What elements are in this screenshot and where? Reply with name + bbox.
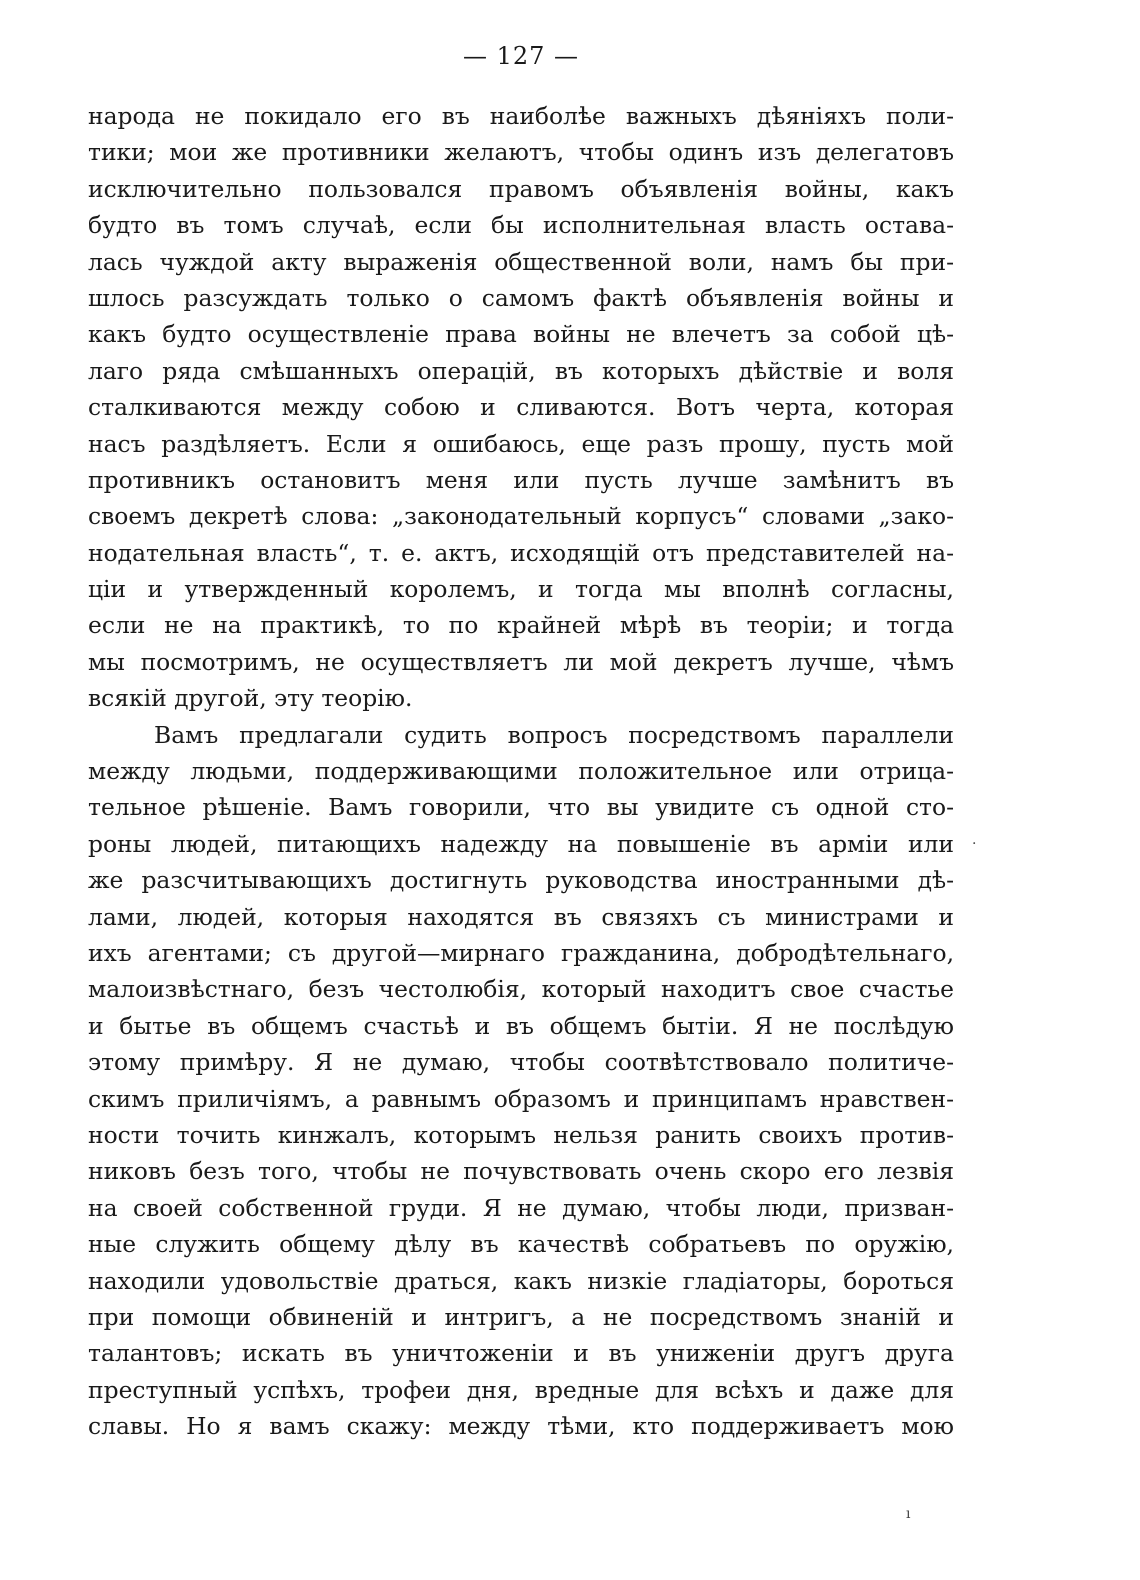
text-line: тельное рѣшеніе. Вамъ говорили, что вы увидите съ одной сто- (88, 793, 954, 822)
text-line: лами, людей, которыя находятся въ связяхъ съ министрами и (88, 902, 954, 931)
text-line: на своей собственной груди. Я не думаю, чтобы люди, призван- (88, 1193, 954, 1222)
text-line: ности точить кинжалъ, которымъ нельзя ранить своихъ против- (88, 1120, 954, 1149)
text-line: какъ будто осуществленіе права войны не влечетъ за собой цѣ- (88, 320, 954, 349)
text-line: между людьми, поддерживающими положительное или отрица- (88, 757, 954, 786)
text-line: Вамъ предлагали судить вопросъ посредствомъ параллели (154, 720, 954, 749)
text-line: никовъ безъ того, чтобы не почувствовать очень скоро его лезвія (88, 1157, 954, 1186)
text-line: будто въ томъ случаѣ, если бы исполнительная власть остава- (88, 211, 954, 240)
page-number: — 127 — (462, 42, 580, 70)
paragraph-2 (88, 717, 954, 1445)
text-line: насъ раздѣляетъ. Если я ошибаюсь, еще разъ прошу, пусть мой (88, 429, 954, 458)
text-line: ихъ агентами; съ другой—мирнаго гражданина, добродѣтельнаго, (88, 938, 954, 967)
text-line: ціи и утвержденный королемъ, и тогда мы вполнѣ согласны, (88, 575, 954, 604)
text-line: при помощи обвиненій и интригъ, а не посредствомъ знаній и (88, 1302, 954, 1331)
text-line: лась чуждой акту выраженія общественной воли, намъ бы при- (88, 247, 954, 276)
book-page (88, 40, 954, 1540)
text-line: находили удовольствіе драться, какъ низкіе гладіаторы, бороться (88, 1266, 954, 1295)
text-line: малоизвѣстнаго, безъ честолюбія, который находитъ свое счастье (88, 975, 954, 1004)
paragraph-1 (88, 98, 954, 717)
text-line: ные служить общему дѣлу въ качествѣ собратьевъ по оружію, (88, 1230, 954, 1259)
text-line: исключительно пользовался правомъ объявленія войны, какъ (88, 174, 954, 203)
text-line: тики; мои же противники желаютъ, чтобы одинъ изъ делегатовъ (88, 138, 954, 167)
text-line: скимъ приличіямъ, а равнымъ образомъ и принципамъ нравствен- (88, 1084, 954, 1113)
text-line: же разсчитывающихъ достигнуть руководства иностранными дѣ- (88, 866, 954, 895)
text-line: народа не покидало его въ наиболѣе важныхъ дѣяніяхъ поли- (88, 102, 954, 130)
text-line: талантовъ; искать въ уничтоженіи и въ униженіи другъ друга (88, 1339, 954, 1368)
text-line: противникъ остановитъ меня или пусть лучше замѣнитъ въ (88, 465, 954, 494)
text-line: славы. Но я вамъ скажу: между тѣми, кто поддерживаетъ мою (88, 1412, 954, 1441)
text-line: роны людей, питающихъ надежду на повышеніе въ арміи или (88, 829, 954, 858)
text-line: если не на практикѣ, то по крайней мѣрѣ въ теоріи; и тогда (88, 611, 954, 640)
text-line: этому примѣру. Я не думаю, чтобы соотвѣтствовало политиче- (88, 1048, 954, 1077)
scan-speck-mark: · (972, 836, 977, 852)
text-line: мы посмотримъ, не осуществляетъ ли мой декретъ лучше, чѣмъ (88, 647, 954, 676)
text-line: своемъ декретѣ слова: „законодательный корпусъ“ словами „зако- (88, 502, 954, 531)
scan-speck-mark: ı (906, 1506, 911, 1522)
text-line: всякій другой, эту теорію. (88, 684, 413, 713)
text-line: и бытье въ общемъ счастьѣ и въ общемъ бытіи. Я не послѣдую (88, 1011, 954, 1040)
text-line: лаго ряда смѣшанныхъ операцій, въ которыхъ дѣйствіе и воля (88, 356, 954, 385)
text-line: нодательная власть“, т. е. актъ, исходящій отъ представителей на- (88, 538, 954, 567)
text-line: шлось разсуждать только о самомъ фактѣ объявленія войны и (88, 283, 954, 312)
text-line: преступный успѣхъ, трофеи дня, вредные для всѣхъ и даже для (88, 1375, 954, 1404)
text-line: сталкиваются между собою и сливаются. Вотъ черта, которая (88, 393, 954, 422)
